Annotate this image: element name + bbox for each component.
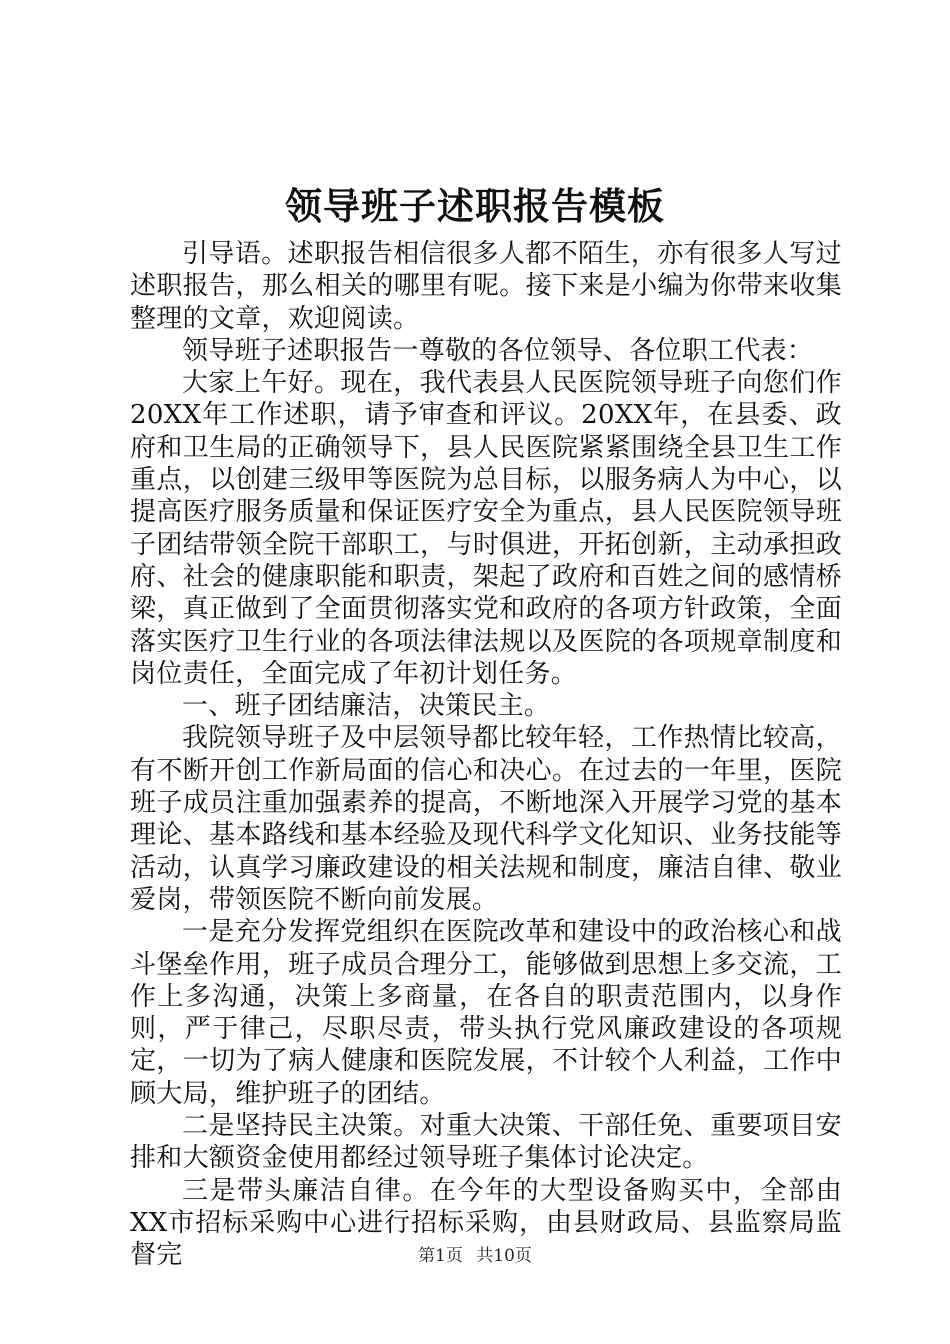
document-body <box>130 238 842 1272</box>
document-title: 领导班子述职报告模板 <box>285 184 665 228</box>
paragraph-point-3: 三是带头廉洁自律。在今年的大型设备购买中，全部由XX市招标采购中心进行招标采购，由县财政局、县监察局监督完 <box>130 1175 842 1271</box>
paragraph-section-1: 我院领导班子及中层领导都比较年轻，工作热情比较高，有不断开创工作新局面的信心和决心。在过去的一年里，医院班子成员注重加强素养的提高，不断地深入开展学习党的基本理论、基本路线和基本经验及现代科学文化知识、业务技能等活动，认真学习廉政建设的相关法规和制度，廉洁自律、敬业爱岗，带领医院不断向前发展。 <box>130 723 842 915</box>
paragraph-opening: 大家上午好。现在，我代表县人民医院领导班子向您们作20XX年工作述职，请予审查和评议。20XX年，在县委、政府和卫生局的正确领导下，县人民医院紧紧围绕全县卫生工作重点，以创建三级甲等医院为总目标，以服务病人为中心，以提高医疗服务质量和保证医疗安全为重点，县人民医院领导班子团结带领全院干部职工，与时俱进，开拓创新，主动承担政府、社会的健康职能和职责，架起了政府和百姓之间的感情桥梁，真正做到了全面贯彻落实党和政府的各项方针政策，全面落实医疗卫生行业的各项法律法规以及医院的各项规章制度和岗位责任，全面完成了年初计划任务。 <box>130 368 842 689</box>
page-number: 第1页 <box>418 1246 463 1266</box>
section-heading-1: 一、班子团结廉洁，决策民主。 <box>182 691 551 722</box>
page-footer <box>0 1244 950 1268</box>
paragraph-point-1: 一是充分发挥党组织在医院改革和建设中的政治核心和战斗堡垒作用，班子成员合理分工，能够做到思想上多交流，工作上多沟通，决策上多商量，在各自的职责范围内，以身作则，严于律己，尽职尽责，带头执行党风廉政建设的各项规定，一切为了病人健康和医院发展，不计较个人利益，工作中顾大局，维护班子的团结。 <box>130 917 842 1109</box>
paragraph-salutation: 领导班子述职报告一尊敬的各位领导、各位职工代表： <box>182 335 814 366</box>
page-total: 共10页 <box>476 1246 532 1266</box>
paragraph-intro: 引导语。述职报告相信很多人都不陌生，亦有很多人写过述职报告，那么相关的哪里有呢。接下来是小编为你带来收集整理的文章，欢迎阅读。 <box>130 239 842 334</box>
paragraph-point-2: 二是坚持民主决策。对重大决策、干部任免、重要项目安排和大额资金使用都经过领导班子集体讨论决定。 <box>130 1111 842 1174</box>
